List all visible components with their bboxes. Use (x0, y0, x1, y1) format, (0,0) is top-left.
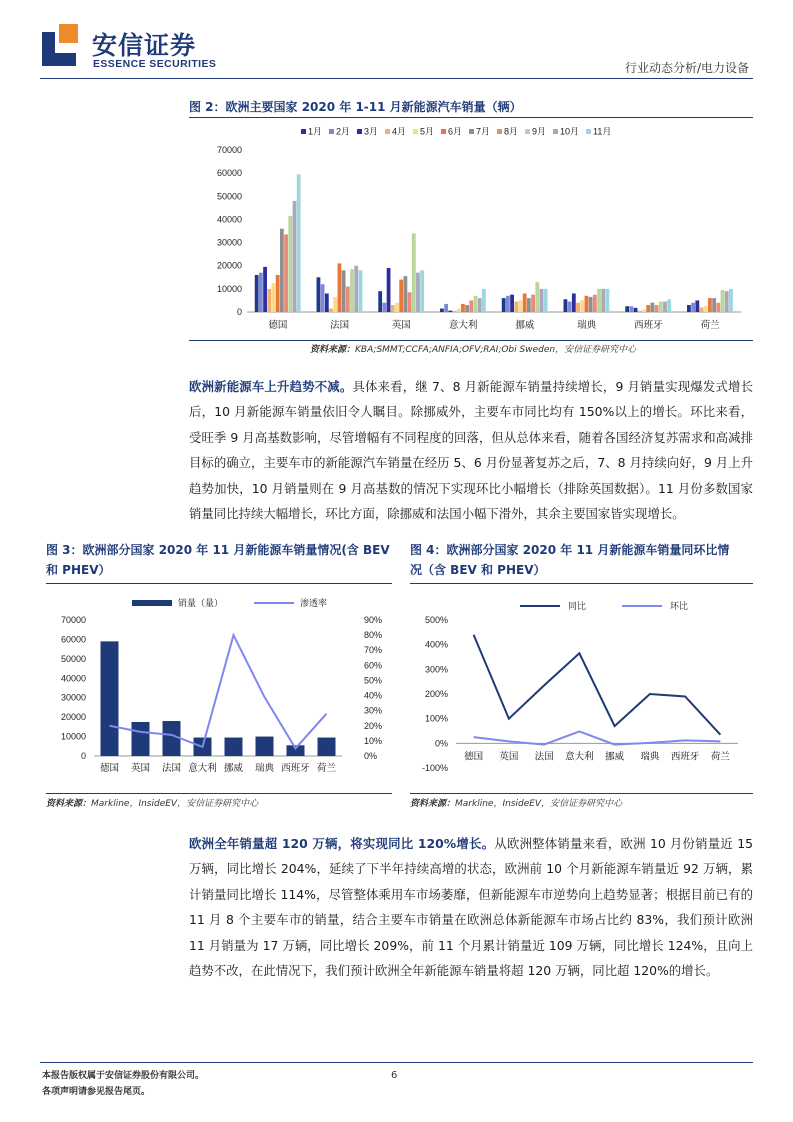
fig2-legend-swatch (385, 129, 390, 134)
report-type: 行业动态分析/电力设备 (624, 61, 749, 75)
fig4-legend-label: 同比 (568, 601, 587, 611)
fig2-bar (712, 298, 716, 312)
fig3-x-tick-label: 挪威 (223, 763, 244, 774)
fig2-bar (478, 298, 482, 312)
fig2-bar (408, 292, 412, 312)
fig3-y-right-tick-label: 90% (364, 615, 383, 625)
fig2-bar (514, 302, 518, 312)
fig2-bar (457, 309, 461, 312)
fig2-bar (667, 299, 671, 312)
fig3-x-tick-label: 德国 (99, 763, 120, 774)
fig2-legend-swatch (357, 129, 362, 134)
fig4-x-tick-label: 瑞典 (640, 751, 660, 763)
fig2-bar (695, 300, 699, 312)
fig4-bottom-rule (410, 793, 753, 794)
fig2-bar (568, 302, 572, 312)
header-divider (40, 78, 753, 79)
fig3-bar (132, 722, 150, 756)
fig2-bar (259, 273, 263, 312)
fig2-bar (700, 307, 704, 312)
fig2-y-tick-label: 70000 (216, 145, 242, 155)
fig2-bar (729, 289, 733, 312)
fig3-x-tick-label: 西班牙 (281, 763, 310, 774)
fig2-legend-label: 9月 (532, 126, 547, 137)
fig2-bar (540, 289, 544, 312)
fig2-y-tick-label: 0 (236, 307, 242, 317)
fig2-bar (342, 270, 346, 312)
fig4-series-line-yoy (474, 635, 721, 735)
fig2-source-label: 资料来源： (310, 345, 356, 355)
fig3-y-left-tick-label: 40000 (60, 673, 86, 684)
fig4-source (410, 796, 622, 809)
fig2-bar (535, 282, 539, 312)
fig2-bar (502, 298, 506, 312)
fig2-bar (663, 302, 667, 312)
fig2-legend-swatch (586, 129, 591, 134)
footer-divider (40, 1062, 753, 1063)
fig2-bar (469, 300, 473, 312)
fig2-caption: 图 2：欧洲主要国家 2020 年 1-11 月新能源汽车销量（辆） (189, 100, 522, 114)
fig2-bar (465, 305, 469, 312)
fig3-y-right-tick-label: 40% (364, 690, 383, 701)
fig2-bar (395, 303, 399, 312)
fig4-x-tick-label: 意大利 (565, 751, 594, 763)
fig2-bar (708, 298, 712, 312)
fig2-bar (276, 275, 280, 312)
fig2-x-tick-label: 挪威 (515, 320, 535, 331)
fig4-y-tick-label: 400% (424, 639, 448, 650)
fig3-y-left-tick-label: 70000 (60, 615, 86, 625)
fig2-bar (293, 201, 297, 312)
fig4-x-tick-label: 德国 (464, 751, 484, 763)
fig3-bar (163, 721, 181, 756)
fig3-y-right-tick-label: 30% (364, 705, 383, 716)
fig3-y-right-tick-label: 0% (364, 751, 378, 761)
fig4-y-tick-label: 200% (424, 689, 448, 699)
fig4-y-tick-label: -100% (421, 763, 448, 773)
fig2-bar (606, 289, 610, 312)
fig2-bar (317, 277, 321, 312)
fig4-legend-label: 环比 (670, 601, 689, 611)
fig2-bar (382, 303, 386, 312)
fig2-source (310, 342, 636, 355)
fig2-bar (576, 303, 580, 312)
fig2-bar (634, 308, 638, 312)
fig2-bar (387, 268, 391, 312)
fig4-source-label: 资料来源： (410, 799, 456, 809)
fig2-legend-swatch (469, 129, 474, 134)
fig2-legend-label: 4月 (392, 126, 407, 137)
fig2-y-tick-label: 40000 (216, 214, 242, 225)
fig3-bottom-rule (46, 793, 392, 794)
fig2-bar (359, 270, 363, 312)
fig2-bar (589, 297, 593, 312)
fig2-bar (350, 269, 354, 312)
fig2-legend-swatch (497, 129, 502, 134)
fig3-y-left-tick-label: 10000 (60, 731, 86, 742)
fig2-bar (691, 303, 695, 312)
fig2-bar (659, 302, 663, 312)
fig4-x-tick-label: 西班牙 (670, 751, 700, 763)
fig2-legend-label: 10月 (560, 126, 580, 137)
fig2-bar (510, 295, 514, 312)
fig2-bar (288, 216, 292, 312)
fig4-caption-rule (410, 583, 753, 584)
brand-name-en: ESSENCE SECURITIES (93, 58, 217, 70)
fig3-x-tick-label: 瑞典 (254, 763, 275, 774)
fig3-penetration-line (110, 635, 327, 748)
fig4-series-line-mom (474, 731, 721, 744)
fig2-bar (506, 296, 510, 312)
fig3-y-right-tick-label: 10% (364, 735, 383, 746)
fig4-x-tick-label: 挪威 (605, 751, 625, 763)
fig2-bar (544, 289, 548, 312)
fig2-legend-label: 1月 (308, 126, 323, 137)
fig3-legend-bar-swatch (132, 600, 172, 606)
fig2-bar (263, 267, 267, 312)
fig2-bar (280, 229, 284, 312)
fig2-bar (580, 300, 584, 312)
fig2-x-tick-label: 德国 (268, 320, 288, 331)
fig4-chart (408, 592, 754, 792)
fig2-legend-label: 2月 (336, 126, 351, 137)
fig2-bar (378, 291, 382, 312)
fig2-bar (601, 289, 605, 312)
fig2-bar (440, 309, 444, 312)
fig2-bar (629, 306, 633, 312)
fig3-x-tick-label: 英国 (130, 763, 151, 774)
fig4-y-tick-label: 300% (424, 664, 448, 675)
fig3-caption-rule (46, 583, 392, 584)
fig2-bar (572, 293, 576, 312)
fig3-bar (256, 737, 274, 756)
footer-copyright: 本报告版权属于安信证券股份有限公司。 (42, 1071, 205, 1081)
fig2-x-tick-label: 西班牙 (634, 320, 663, 331)
fig2-bar (593, 295, 597, 312)
fig2-bar (642, 310, 646, 312)
fig2-chart (189, 120, 753, 342)
fig2-bar (272, 283, 276, 312)
fig3-source (46, 796, 258, 809)
fig4-caption-line2: 况（含 BEV 和 PHEV） (410, 563, 546, 577)
fig4-y-tick-label: 500% (424, 615, 448, 625)
fig3-y-right-tick-label: 80% (364, 630, 383, 641)
fig4-x-tick-label: 法国 (534, 751, 554, 763)
fig2-legend-swatch (329, 129, 334, 134)
page-number: 6 (391, 1070, 398, 1081)
essence-logo-icon (40, 22, 80, 68)
fig2-bar (482, 289, 486, 312)
fig2-bar (338, 263, 342, 312)
fig2-bar (721, 290, 725, 312)
fig3-y-right-tick-label: 20% (364, 720, 383, 731)
fig2-y-tick-label: 50000 (216, 191, 242, 202)
fig2-legend-swatch (441, 129, 446, 134)
fig3-chart (44, 592, 392, 792)
fig3-y-right-tick-label: 60% (364, 660, 383, 671)
fig3-y-left-tick-label: 60000 (60, 634, 86, 645)
fig2-caption-rule (189, 117, 753, 118)
paragraph-2-lead: 欧洲全年销量超 120 万辆，将实现同比 120%增长。 (189, 836, 495, 851)
fig2-bar (416, 273, 420, 312)
paragraph-1-lead: 欧洲新能源车上升趋势不减。 (189, 379, 353, 394)
fig2-bar (531, 295, 535, 312)
fig3-x-tick-label: 意大利 (188, 763, 217, 774)
fig4-x-tick-label: 荷兰 (710, 751, 730, 763)
fig2-bar (646, 305, 650, 312)
fig3-y-right-tick-label: 50% (364, 675, 383, 686)
paragraph-2 (189, 831, 753, 983)
fig2-legend-swatch (525, 129, 530, 134)
fig4-caption-line1: 图 4：欧洲部分国家 2020 年 11 月新能源车销量同环比情 (410, 543, 730, 557)
fig3-y-left-tick-label: 20000 (60, 712, 86, 723)
fig3-caption-line1: 图 3：欧洲部分国家 2020 年 11 月新能源车销量情况(含 BEV (46, 543, 390, 557)
fig2-bar (625, 306, 629, 312)
fig2-y-tick-label: 10000 (216, 283, 242, 294)
fig2-bar (597, 289, 601, 312)
fig2-bar (523, 293, 527, 312)
fig3-y-left-tick-label: 0 (80, 751, 86, 761)
fig3-x-tick-label: 荷兰 (316, 763, 337, 774)
fig2-y-tick-label: 60000 (216, 168, 242, 179)
fig2-y-tick-label: 20000 (216, 260, 242, 271)
fig2-legend-label: 7月 (476, 126, 491, 137)
fig2-bar (461, 304, 465, 312)
fig2-bar (585, 296, 589, 312)
fig2-bar (284, 234, 288, 312)
fig2-source-text: KBA;SMMT;CCFA;ANFIA;OFV;RAI;Obi Sweden，安信证券研究中心 (355, 345, 637, 355)
fig2-bar (725, 291, 729, 312)
fig2-legend-label: 5月 (420, 126, 435, 137)
fig2-legend-label: 3月 (364, 126, 379, 137)
fig2-y-tick-label: 30000 (216, 237, 242, 248)
fig2-x-tick-label: 荷兰 (700, 320, 720, 331)
fig2-bar (519, 300, 523, 312)
fig2-bar (448, 311, 452, 312)
fig2-bar (564, 299, 568, 312)
fig2-bar (412, 233, 416, 312)
fig2-legend-swatch (301, 129, 306, 134)
fig2-legend-swatch (553, 129, 558, 134)
fig2-bar (267, 289, 271, 312)
fig2-bottom-rule (189, 340, 753, 341)
fig2-bar (325, 293, 329, 312)
fig2-x-tick-label: 英国 (391, 320, 411, 331)
fig2-legend-label: 11月 (593, 126, 612, 137)
fig2-bar (527, 298, 531, 312)
fig4-y-tick-label: 100% (424, 713, 448, 724)
fig2-bar (420, 270, 424, 312)
brand-name: 安信证券 (92, 31, 197, 60)
fig3-x-tick-label: 法国 (161, 763, 182, 774)
footer-disclaimer: 各项声明请参见报告尾页。 (42, 1087, 151, 1097)
fig2-bar (650, 303, 654, 312)
fig2-bar (403, 276, 407, 312)
fig2-bar (687, 305, 691, 312)
fig3-bar (318, 738, 336, 756)
fig3-y-right-tick-label: 70% (364, 645, 383, 656)
fig2-legend-label: 6月 (448, 126, 463, 137)
paragraph-1 (189, 374, 753, 526)
fig2-bar (704, 306, 708, 312)
fig2-bar (354, 266, 358, 312)
fig2-legend-label: 8月 (504, 126, 519, 137)
fig2-bar (346, 287, 350, 312)
fig3-legend-line-label: 渗透率 (300, 598, 328, 608)
fig2-bar (333, 297, 337, 312)
fig2-x-tick-label: 意大利 (448, 320, 478, 331)
fig2-bar (321, 284, 325, 312)
fig2-bar (655, 305, 659, 312)
fig2-bar (444, 304, 448, 312)
fig3-source-text: Markline，InsideEV，安信证券研究中心 (91, 799, 259, 809)
fig2-bar (716, 303, 720, 312)
fig2-bar (329, 309, 333, 312)
fig3-caption-line2: 和 PHEV） (46, 563, 111, 577)
fig2-x-tick-label: 法国 (330, 320, 350, 331)
fig2-bar (474, 296, 478, 312)
fig3-legend-bar-label: 销量（量） (178, 598, 224, 608)
paragraph-1-body: 具体来看，继 7、8 月新能源车销量持续增长，9 月销量实现爆发式增长后，10 月新能源车销量依旧令人瞩目。除挪威外，主要车市同比均有 150%以上的增长。环比来看，受旺季 9 月高基数影响，尽管增幅有不同程度的回落，但从总体来看，随着各国经济复苏需求和高减排目标的确立，主要车市的新能源汽车销量在经历 5、6 月份显著复苏之后，7、8 月持续向好，9 月上升趋势加快，10 月销量则在 9 月高基数的情况下实现环比小幅增长（排除英国数据）。11 月份多数国家销量同比持续大幅增长，环比方面，除挪威和法国小幅下滑外，其余主要国家皆实现增长。 (189, 379, 754, 522)
fig2-bar (297, 174, 301, 312)
fig4-x-tick-label: 英国 (499, 751, 519, 763)
fig2-bar (255, 275, 259, 312)
fig2-bar (399, 280, 403, 312)
fig2-legend-swatch (413, 129, 418, 134)
fig2-bar (453, 311, 457, 312)
fig3-bar (101, 641, 119, 756)
fig2-x-tick-label: 瑞典 (577, 320, 597, 331)
fig2-bar (638, 311, 642, 312)
fig3-source-label: 资料来源： (46, 799, 92, 809)
fig4-source-text: Markline，InsideEV，安信证券研究中心 (455, 799, 623, 809)
fig3-y-left-tick-label: 30000 (60, 692, 86, 703)
paragraph-2-body: 从欧洲整体销量来看，欧洲 10 月份销量近 15 万辆，同比增长 204%，延续了下半年持续高增的状态，欧洲前 10 个月新能源车销量近 92 万辆，累计销量同比增长 114%，尽管整体乘用车市场萎靡，但新能源车市逆势向上趋势显著；根据目前已有的 11 月 8 个主要车市的销量，结合主要车市销量在欧洲总体新能源车市场占比约 83%，我们预计欧洲 11 月销量为 17 万辆，同比增长 209%，前 11 个月累计销量近 109 万辆，同比增长 124%，且向上趋势不改，在此情况下，我们预计欧洲全年新能源车销量将超 120 万辆，同比超 120%的增长。 (189, 836, 753, 979)
fig4-y-tick-label: 0% (434, 738, 448, 749)
fig3-bar (225, 738, 243, 756)
fig3-y-left-tick-label: 50000 (60, 653, 86, 664)
fig2-bar (391, 305, 395, 312)
